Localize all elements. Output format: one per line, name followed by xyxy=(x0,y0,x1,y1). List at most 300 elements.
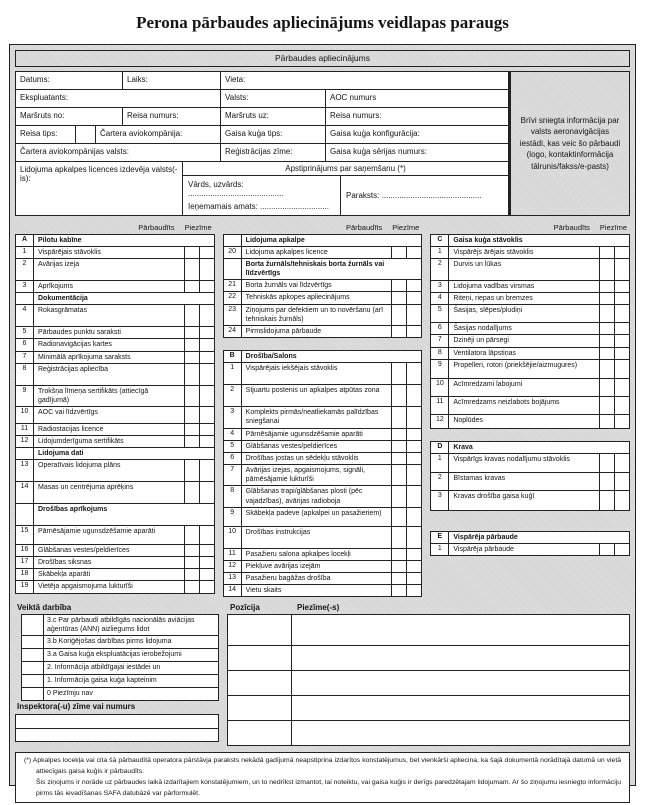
checklist-row xyxy=(224,507,422,526)
header-row xyxy=(16,107,508,125)
checklist-row xyxy=(431,543,629,555)
row-number: 1 xyxy=(16,247,34,258)
row-label: Vispārējais iekšējais stāvoklis xyxy=(245,364,338,372)
row-label: Avārijas izeja xyxy=(38,261,80,269)
field-reisa-numurs-1: Reisa numurs: xyxy=(122,108,220,125)
checklist-row xyxy=(431,490,629,510)
checked-cell xyxy=(391,385,406,406)
row-label: Lidojumderīguma sertifikāts xyxy=(38,437,124,445)
checklist-row xyxy=(431,396,629,414)
row-number: 14 xyxy=(16,482,34,503)
remark-cell xyxy=(199,247,214,258)
row-number: 23 xyxy=(224,305,242,325)
checklist-row xyxy=(224,406,422,428)
checklist-column xyxy=(15,220,215,594)
check-header-label: Piezīme xyxy=(184,223,212,232)
note-row xyxy=(228,720,629,745)
remark-cell xyxy=(614,544,629,555)
check-header xyxy=(223,220,423,234)
checklist-row xyxy=(431,292,629,304)
row-number: 14 xyxy=(224,585,242,596)
row-number: 6 xyxy=(16,339,34,350)
row-label: Radiostacijas licence xyxy=(38,425,104,433)
field-aoc-numurs: AOC numurs xyxy=(325,90,508,107)
row-number: 9 xyxy=(431,360,449,378)
row-number xyxy=(224,235,242,246)
checklist-row xyxy=(224,258,422,279)
checked-cell xyxy=(599,379,614,396)
checklist-row xyxy=(16,525,214,544)
row-label: Durvis un lūkas xyxy=(453,261,502,269)
remark-cell xyxy=(406,453,421,464)
field-licences-valsts: Lidojuma apkalpes licences izdevēja valsts(-is): xyxy=(20,165,178,183)
row-number: 11 xyxy=(224,549,242,560)
action-check-cell xyxy=(22,636,44,648)
checklist-table xyxy=(430,441,630,511)
notes-grid xyxy=(227,614,630,746)
row-label: Operatīvais lidojuma plāns xyxy=(38,462,121,470)
checked-cell xyxy=(391,280,406,291)
note-row xyxy=(228,670,629,695)
footnote-paragraph-1: (*) Apkalpes locekļa vai cita šā pārbaudītā operatora pārstāvja paraksts nekādā gadījumā neapstiprina izdarītos konstatējumus, bet vienkārši apliecina, ka šajā dokumentā norādītajā datumā un vietā attiecīgais gaisa kuģis ir pārbaudīts. xyxy=(24,756,621,775)
remark-cell xyxy=(614,348,629,359)
remark-cell xyxy=(406,363,421,384)
row-number: 2 xyxy=(224,385,242,406)
row-label: Dokumentācija xyxy=(38,295,88,303)
check-header-label: Pārbaudīts xyxy=(553,223,590,232)
remark-cell xyxy=(614,379,629,396)
checklist-row xyxy=(431,235,629,246)
checked-cell xyxy=(391,407,406,428)
checklist-row xyxy=(16,304,214,326)
check-header-label: Pārbaudīts xyxy=(138,223,175,232)
remark-cell xyxy=(406,247,421,258)
checklist-row xyxy=(224,560,422,572)
row-number: 10 xyxy=(431,379,449,396)
header-row xyxy=(16,161,508,215)
row-number: 2 xyxy=(431,473,449,490)
action-row xyxy=(22,648,218,661)
checklist-row xyxy=(16,351,214,363)
action-check-cell xyxy=(22,615,44,635)
row-number: 13 xyxy=(224,573,242,584)
checklist-row xyxy=(16,580,214,592)
checked-cell xyxy=(599,348,614,359)
row-number: 10 xyxy=(16,407,34,423)
note-position-cell xyxy=(228,646,292,670)
row-label: Avārijas izejas, apgaismojums, signāli, pārnēsājamie lukturīši xyxy=(245,467,365,484)
row-number: 2 xyxy=(431,259,449,280)
receipt-section xyxy=(182,162,508,215)
row-number: 8 xyxy=(16,364,34,385)
row-number: 21 xyxy=(224,280,242,291)
remark-cell xyxy=(199,482,214,503)
row-label: Glābšanas trapi/glābšanas plosti (pēc vajadzības), avārijas radioboja xyxy=(245,488,363,505)
checked-cell xyxy=(391,573,406,584)
field-cartera-valsts: Čartera aviokompānijas valsts: xyxy=(20,147,129,156)
row-label: Šasijas nodalījums xyxy=(453,325,512,333)
remark-cell xyxy=(199,259,214,280)
header-row xyxy=(16,89,508,107)
remark-cell xyxy=(406,585,421,596)
action-label: 3.b Koriģējošas darbības pirms lidojuma xyxy=(47,638,172,646)
row-number: 7 xyxy=(224,465,242,485)
note-text-cell xyxy=(292,696,629,720)
checklist-row xyxy=(16,556,214,568)
row-label: Dzinēji un pārsegi xyxy=(453,337,509,345)
row-label: Noplūdes xyxy=(453,416,483,424)
note-row xyxy=(228,695,629,720)
row-number: 6 xyxy=(224,453,242,464)
row-number: C xyxy=(431,235,449,246)
receipt-body xyxy=(183,176,508,215)
inspector-title: Inspektora(-u) zīme vai numurs xyxy=(17,702,136,712)
row-label: Pārnēsājamie ugunsdzēšamie aparāti xyxy=(245,430,363,438)
note-text-cell xyxy=(292,671,629,695)
action-label: 0 Piezīmju nav xyxy=(47,690,93,698)
checked-cell xyxy=(184,386,199,406)
check-header-label: Piezīme xyxy=(599,223,628,232)
checklist-row xyxy=(431,472,629,490)
checklist-row xyxy=(224,526,422,548)
checked-cell xyxy=(391,527,406,548)
field-gaisa-kuga-konfiguracija: Gaisa kuģa konfigurācija: xyxy=(325,126,508,143)
checked-cell xyxy=(599,259,614,280)
form-titlebar: Pārbaudes apliecinājums xyxy=(15,50,630,67)
row-label: Radionavigācijas kartes xyxy=(38,341,112,349)
checked-cell xyxy=(391,292,406,303)
remark-cell xyxy=(406,407,421,428)
checked-cell xyxy=(391,429,406,440)
row-number: 12 xyxy=(431,415,449,428)
pozicija-label: Pozīcija xyxy=(230,602,260,612)
checklist-table xyxy=(430,234,630,429)
check-header xyxy=(430,220,630,234)
row-number: 3 xyxy=(224,407,242,428)
checklist-row xyxy=(431,378,629,396)
action-row xyxy=(22,615,218,635)
checklist-row xyxy=(224,325,422,337)
row-label: Vispārēja pārbaude xyxy=(453,545,514,553)
checked-cell xyxy=(184,327,199,338)
row-label: Piekļuve avārijas izejām xyxy=(245,562,321,570)
checklist-row xyxy=(16,481,214,503)
checked-cell xyxy=(391,453,406,464)
checklist-row xyxy=(431,334,629,346)
checked-cell xyxy=(184,259,199,280)
row-number: 18 xyxy=(16,569,34,580)
checked-cell xyxy=(184,305,199,326)
action-row xyxy=(22,687,218,700)
remark-cell xyxy=(199,581,214,592)
checked-cell xyxy=(184,436,199,447)
remark-cell xyxy=(614,335,629,346)
checklist-row xyxy=(16,246,214,258)
row-label: Krava xyxy=(453,443,473,451)
row-number: 5 xyxy=(16,327,34,338)
row-label: Borta žurnāls/tehniskais borta žurnāls vai līdzvērtīgs xyxy=(245,261,385,278)
field-registracijas-zime: Reģistrācijas zīme: xyxy=(220,144,325,161)
checklist-row xyxy=(431,304,629,322)
checked-cell xyxy=(184,569,199,580)
row-number: D xyxy=(431,442,449,453)
notes-header xyxy=(227,602,630,614)
checklist-row xyxy=(16,423,214,435)
checklist-row xyxy=(16,258,214,280)
checked-cell xyxy=(599,281,614,292)
checked-cell xyxy=(391,561,406,572)
remark-cell xyxy=(199,407,214,423)
checklist-row xyxy=(224,584,422,596)
checklist-row xyxy=(224,235,422,246)
checked-cell xyxy=(599,491,614,510)
row-label: Lidojuma dati xyxy=(38,450,84,458)
row-number: 10 xyxy=(224,527,242,548)
row-label: Vietēja apgaismojuma lukturīši xyxy=(38,583,133,591)
checklist-row xyxy=(224,572,422,584)
row-number: 5 xyxy=(224,441,242,452)
remark-cell xyxy=(199,281,214,292)
field-serijas-numurs: Gaisa kuģa sērijas numurs: xyxy=(325,144,508,161)
checklist-table xyxy=(430,531,630,556)
action-row xyxy=(22,635,218,648)
inspector-box xyxy=(15,714,219,742)
row-label: Skābekļa padeve (apkalpei un pasažieriem) xyxy=(245,509,382,517)
authority-info-text: Brīvi sniegta informācija par valsts aeronavigācijas iestādi, kas veic šo pārbaudi (logo, kontaktinformācija tālrunis/fakss/e-pasts) xyxy=(519,115,621,171)
field-vards-uzvards: Vārds, uzvārds: ........................................... xyxy=(188,180,284,198)
checked-cell xyxy=(184,424,199,435)
row-label: Drošības instrukcijas xyxy=(245,528,311,536)
row-number: 1 xyxy=(431,247,449,258)
row-label: Propelleri, rotori (priekšējie/aizmugures) xyxy=(453,361,578,369)
row-number: 17 xyxy=(16,557,34,568)
checklist-row xyxy=(16,544,214,556)
footnote-paragraph-2: Šis ziņojums ir norāde uz pārbaudes laikā izdarītajiem konstatējumiem, un to nedrīkst izmantot, lai noteiktu, vai gaisa kuģis ir derīgs paredzētajam lidojumam. Ar šo ziņojumu iesniegto informāciju pirms tās ievadīšanas SAFA datubāzē var pārformulēt. xyxy=(36,778,621,797)
checklist-row xyxy=(431,532,629,543)
row-label: Aprīkojums xyxy=(38,283,74,291)
remark-cell xyxy=(406,573,421,584)
remark-cell xyxy=(406,549,421,560)
action-row xyxy=(22,674,218,687)
field-ienemamais-amats: Ieņemamais amats: ............................... xyxy=(188,202,329,211)
checklist-row xyxy=(431,453,629,472)
remark-cell xyxy=(614,415,629,428)
checked-cell xyxy=(391,486,406,506)
checklist-row xyxy=(16,292,214,304)
row-label: Bīstamas kravas xyxy=(453,474,506,482)
action-label: 2. Informācija atbildīgajai iestādei un xyxy=(47,664,161,672)
row-number: A xyxy=(16,235,34,246)
field-marsruts-uz: Maršruts uz: xyxy=(220,108,325,125)
row-label: Reģistrācijas apliecība xyxy=(38,365,109,373)
checklist-row xyxy=(16,235,214,246)
row-label: Pilotu kabīne xyxy=(38,237,82,244)
remark-cell xyxy=(614,247,629,258)
row-label: Pirmslidojuma pārbaude xyxy=(245,327,322,335)
row-label: Acīmredzami labojumi xyxy=(453,380,523,388)
checked-cell xyxy=(599,247,614,258)
row-label: Minimālā aprīkojuma saraksts xyxy=(38,353,131,361)
row-label: AOC vai līdzvērtīgs xyxy=(38,408,98,416)
row-number: 4 xyxy=(431,293,449,304)
row-label: Ventilatora lāpstiņas xyxy=(453,349,516,357)
row-number: 11 xyxy=(431,397,449,414)
checked-cell xyxy=(184,545,199,556)
header-row xyxy=(16,143,508,161)
remark-cell xyxy=(614,293,629,304)
checked-cell xyxy=(599,305,614,322)
row-number: 1 xyxy=(431,544,449,555)
row-number: 20 xyxy=(224,247,242,258)
checked-cell xyxy=(391,585,406,596)
action-row xyxy=(22,661,218,674)
note-position-cell xyxy=(228,615,292,645)
remark-cell xyxy=(614,491,629,510)
row-label: Vispārīgs kravas nodalījumu stāvoklis xyxy=(453,455,570,463)
checklist-row xyxy=(224,279,422,291)
row-number: 8 xyxy=(224,486,242,506)
row-number: 7 xyxy=(16,352,34,363)
form-header xyxy=(15,71,630,216)
receipt-header: Apstiprinājums par saņemšanu (*) xyxy=(183,162,508,176)
remark-cell xyxy=(406,305,421,325)
checklist-row xyxy=(431,258,629,280)
row-number: 12 xyxy=(224,561,242,572)
row-number: 4 xyxy=(224,429,242,440)
remark-cell xyxy=(406,292,421,303)
row-number: 12 xyxy=(16,436,34,447)
checklist-row xyxy=(224,384,422,406)
checked-cell xyxy=(184,557,199,568)
remark-cell xyxy=(199,352,214,363)
checklist-row xyxy=(431,359,629,378)
row-label: Tehniskās apkopes apliecinājums xyxy=(245,294,350,302)
action-check-cell xyxy=(22,649,44,661)
row-label: Lidojuma apkalpes licence xyxy=(245,249,328,257)
actions-section xyxy=(15,602,219,746)
row-number: 16 xyxy=(16,545,34,556)
row-label: Komplekts pirmās/neatliekamās palīdzības sniegšanai xyxy=(245,408,379,426)
remark-cell xyxy=(614,360,629,378)
row-label: Pārnēsājamie ugunsdzēšamie aparāti xyxy=(38,528,156,536)
checklist-row xyxy=(16,568,214,580)
remark-cell xyxy=(406,385,421,406)
checked-cell xyxy=(391,508,406,526)
note-position-cell xyxy=(228,671,292,695)
row-label: Lidojuma apkalpe xyxy=(245,237,305,244)
checklist-column xyxy=(223,220,423,597)
header-table xyxy=(15,71,509,216)
checked-cell xyxy=(391,549,406,560)
action-check-cell xyxy=(22,675,44,687)
checklist-row xyxy=(431,442,629,453)
remark-cell xyxy=(199,305,214,326)
checklist-row xyxy=(16,459,214,481)
row-number: 1 xyxy=(224,363,242,384)
row-label: Rokasgrāmatas xyxy=(38,307,88,315)
authority-info-box xyxy=(509,71,630,216)
header-row xyxy=(16,125,508,143)
checked-cell xyxy=(599,293,614,304)
remark-cell xyxy=(614,473,629,490)
remark-cell xyxy=(199,327,214,338)
checklist-row xyxy=(16,280,214,292)
note-position-cell xyxy=(228,696,292,720)
row-label: Kravas drošība gaisa kuģī xyxy=(453,492,535,500)
checklist-column xyxy=(430,220,630,556)
row-number xyxy=(16,504,34,525)
field-ekspluatants: Ekspluatants: xyxy=(20,93,69,102)
checked-cell xyxy=(391,305,406,325)
row-label: Masas un centrējuma aprēķins xyxy=(38,484,134,492)
field-reisa-tips: Reisa tips: xyxy=(20,129,58,138)
checked-cell xyxy=(391,465,406,485)
checked-cell xyxy=(184,407,199,423)
row-number: 11 xyxy=(16,424,34,435)
remark-cell xyxy=(199,557,214,568)
checklist-columns xyxy=(15,220,630,597)
field-paraksts: Paraksts: ............................................. xyxy=(340,176,508,215)
row-number: 9 xyxy=(16,386,34,406)
checklist-row xyxy=(431,414,629,428)
checked-cell xyxy=(184,482,199,503)
checklist-row xyxy=(224,548,422,560)
remark-cell xyxy=(614,397,629,414)
remark-cell xyxy=(406,508,421,526)
checked-cell xyxy=(184,526,199,544)
row-number: 4 xyxy=(16,305,34,326)
remark-cell xyxy=(406,561,421,572)
row-label: Drošības siksnas xyxy=(38,559,92,567)
checklist-table xyxy=(223,234,423,338)
checklist-row xyxy=(224,485,422,506)
checked-cell xyxy=(184,339,199,350)
row-label: Pasažieru salona apkalpes locekļi xyxy=(245,550,351,558)
checked-cell xyxy=(599,454,614,472)
checklist-row xyxy=(16,503,214,525)
field-vieta: Vieta: xyxy=(220,72,508,89)
inspection-form xyxy=(9,44,636,797)
remark-cell xyxy=(199,339,214,350)
row-label: Lidojuma vadības virsmas xyxy=(453,283,535,291)
checklist-row xyxy=(16,447,214,459)
action-check-cell xyxy=(22,662,44,674)
header-row xyxy=(16,72,508,89)
actions-table xyxy=(21,614,219,701)
checked-cell xyxy=(599,544,614,555)
field-cartera-aviokompanija: Čartera aviokompānija: xyxy=(95,126,220,143)
checked-cell xyxy=(184,247,199,258)
checklist-row xyxy=(16,338,214,350)
checklist-row xyxy=(224,246,422,258)
checklist-row xyxy=(224,351,422,362)
row-label: Drošības aprīkojums xyxy=(38,506,108,514)
checklist-row xyxy=(16,363,214,385)
remark-cell xyxy=(406,527,421,548)
row-number: 1 xyxy=(431,454,449,472)
checklist-table xyxy=(15,234,215,594)
checklist-row xyxy=(224,440,422,452)
row-number: 2 xyxy=(16,259,34,280)
checked-cell xyxy=(391,326,406,337)
checked-cell xyxy=(599,473,614,490)
checklist-row xyxy=(431,347,629,359)
remark-cell xyxy=(406,326,421,337)
actions-title: Veiktā darbība xyxy=(17,602,72,612)
checklist-row xyxy=(16,435,214,447)
action-label: 1. Informācija gaisa kuģa kapteinim xyxy=(47,677,157,685)
remark-cell xyxy=(614,259,629,280)
